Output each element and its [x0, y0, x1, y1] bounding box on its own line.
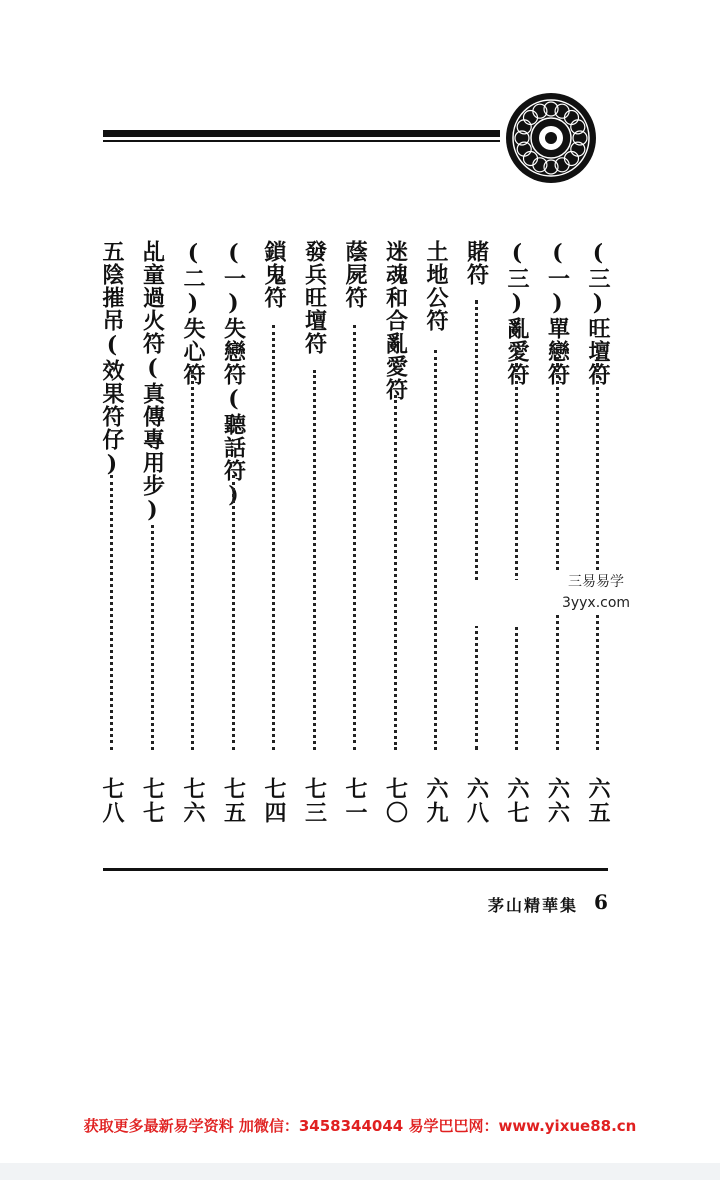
- watermark-line-2: 3yyx.com: [561, 595, 631, 611]
- toc-entry-page: 七三: [301, 777, 328, 825]
- toc-entry-page: 七一: [342, 777, 368, 825]
- footer-rule: [103, 868, 608, 871]
- toc-entry-title: 賭符: [463, 240, 490, 286]
- promo-banner: 获取更多最新易学资料 加微信：3458344044 易学巴巴网：www.yixue88.cn: [83, 1117, 637, 1135]
- toc-entry-title: 發兵旺壇符: [301, 240, 328, 355]
- toc-entry: [256, 240, 292, 825]
- toc-entry-title: (二)失心符: [180, 240, 206, 386]
- toc-entry-page: 七七: [139, 777, 166, 825]
- rosette-ornament-icon: [505, 92, 597, 184]
- toc-leader-dots: [110, 475, 113, 750]
- watermark: [556, 572, 636, 614]
- toc-leader-dots: [191, 370, 194, 750]
- toc-entry: [175, 240, 211, 825]
- toc-entry-page: 七八: [99, 777, 125, 825]
- toc-entry-page: 七五: [220, 777, 247, 825]
- toc-leader-dots: [515, 350, 518, 750]
- watermark-line-1: 三易易学: [568, 574, 624, 590]
- page-number: 6: [594, 890, 608, 914]
- toc-entry-title: (三)旺壇符: [585, 240, 611, 386]
- toc-leader-dots: [556, 350, 559, 750]
- toc-leader-dots: [313, 370, 316, 750]
- toc-leader-dots: [434, 350, 437, 750]
- toc-entry: [459, 240, 495, 825]
- toc-entry: [337, 240, 373, 825]
- toc-entry: [135, 240, 171, 825]
- header-rule: [103, 130, 500, 137]
- toc-entry-page: 六七: [504, 777, 530, 825]
- toc-entry-page: 七六: [180, 777, 206, 825]
- toc-leader-dots: [272, 325, 275, 750]
- toc-entry-title: 土地公符: [423, 240, 449, 332]
- toc-entry: [540, 240, 576, 825]
- toc-entry: [418, 240, 454, 825]
- toc-entry-page: 六八: [463, 777, 490, 825]
- toc-entry-page: 六六: [544, 777, 571, 825]
- toc-entry-title: 迷魂和合亂愛符: [382, 240, 409, 401]
- toc-entry-page: 七〇: [382, 777, 409, 825]
- toc-entry: [378, 240, 414, 825]
- toc-entry: [216, 240, 252, 825]
- toc-entry-title: 五陰摧吊(效果符仔): [99, 240, 125, 478]
- toc-entry-page: 六五: [585, 777, 611, 825]
- toc-leader-dots: [151, 525, 154, 750]
- toc-entry-title: 乩童過火符(真傳專用步): [139, 240, 166, 524]
- toc-leader-dots: [394, 395, 397, 750]
- toc-entry-title: (一)失戀符(聽話符): [220, 240, 247, 509]
- toc-entry: [499, 240, 535, 825]
- toc-leader-dots: [232, 475, 235, 750]
- toc-entry-page: 六九: [423, 777, 449, 825]
- toc-leader-dots: [475, 300, 478, 750]
- bottom-bar: [0, 1163, 720, 1180]
- book-title: 茅山精華集: [488, 896, 579, 915]
- watermark-backdrop: [466, 580, 556, 626]
- toc-entry-title: (一)單戀符: [544, 240, 571, 386]
- toc-entry-title: 蔭屍符: [342, 240, 368, 309]
- toc-entry-title: (三)亂愛符: [504, 240, 530, 386]
- table-of-contents: [0, 240, 720, 830]
- toc-entry-title: 鎖鬼符: [261, 240, 287, 309]
- toc-entry: [94, 240, 130, 825]
- toc-entry-page: 七四: [261, 777, 287, 825]
- toc-entry: [580, 240, 616, 825]
- toc-leader-dots: [353, 325, 356, 750]
- toc-entry: [297, 240, 333, 825]
- toc-leader-dots: [596, 350, 599, 750]
